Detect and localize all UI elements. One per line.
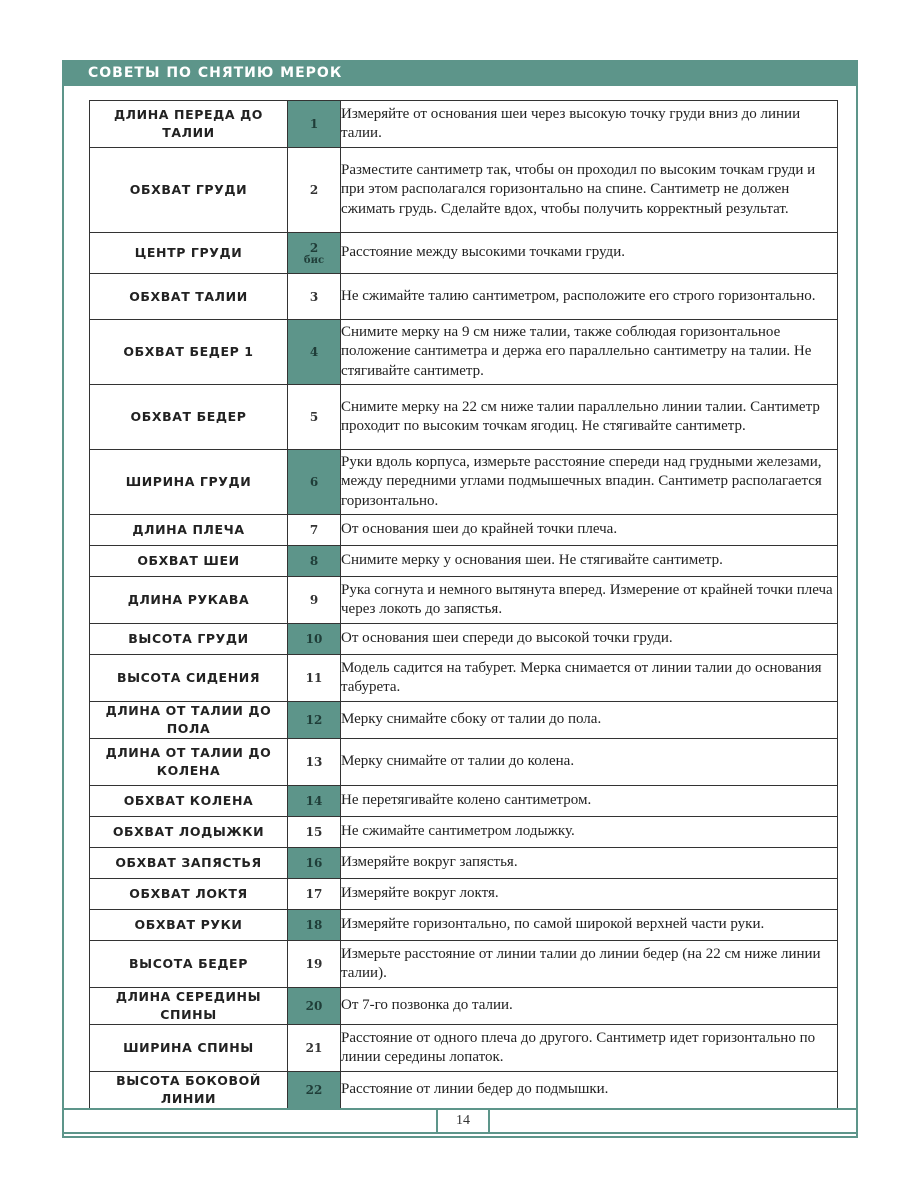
measurement-name: ОБХВАТ БЕДЕР 1 (90, 320, 288, 385)
table-row (90, 941, 838, 988)
measurement-name: ОБХВАТ ЗАПЯСТЬЯ (90, 848, 288, 879)
measurement-number-value: 11 (305, 671, 323, 685)
measurement-number-suffix: бис (303, 254, 325, 266)
table-row (90, 988, 838, 1025)
measurement-name: ДЛИНА ПЕРЕДА ДО ТАЛИИ (90, 101, 288, 148)
table-row (90, 848, 838, 879)
table-row (90, 624, 838, 655)
measurement-name: ОБХВАТ ГРУДИ (90, 148, 288, 233)
measurement-number (288, 233, 341, 274)
table-row (90, 320, 838, 385)
measurement-name: ШИРИНА ГРУДИ (90, 450, 288, 515)
measurement-number (288, 941, 341, 988)
table-row (90, 101, 838, 148)
measurement-description: От 7-го позвонка до талии. (341, 988, 838, 1025)
measurement-number (288, 624, 341, 655)
measurement-name: ОБХВАТ ШЕИ (90, 546, 288, 577)
measurement-number-value: 1 (309, 117, 319, 131)
measurement-description: Не сжимайте талию сантиметром, расположите его строго горизонтально. (341, 274, 838, 320)
measurement-description: Расстояние между высокими точками груди. (341, 233, 838, 274)
measurement-description: Расстояние от одного плеча до другого. Сантиметр идет горизонтально по линии середины лопаток. (341, 1025, 838, 1072)
measurement-number-value: 13 (305, 755, 323, 769)
measurement-number (288, 1072, 341, 1109)
measurement-name: ШИРИНА СПИНЫ (90, 1025, 288, 1072)
measurement-name: ВЫСОТА БОКОВОЙ ЛИНИИ (90, 1072, 288, 1109)
measurement-description: Рука согнута и немного вытянута вперед. Измерение от крайней точки плеча через локоть до запястья. (341, 577, 838, 624)
measurement-description: Снимите мерку на 22 см ниже талии параллельно линии талии. Сантиметр проходит по высоким точкам ягодиц. Не стягивайте сантиметр. (341, 385, 838, 450)
measurement-number (288, 879, 341, 910)
table-row (90, 450, 838, 515)
measurement-name: ДЛИНА ПЛЕЧА (90, 515, 288, 546)
table-row (90, 702, 838, 739)
measurement-description: Измеряйте вокруг запястья. (341, 848, 838, 879)
measurement-number-value: 14 (305, 794, 323, 808)
measurement-number (288, 786, 341, 817)
table-row (90, 546, 838, 577)
measurement-description: Разместите сантиметр так, чтобы он проходил по высоким точкам груди и при этом располагался горизонтально на спине. Сантиметр не должен сжимать грудь. Сделайте вдох, чтобы получить корректный результат. (341, 148, 838, 233)
table-row (90, 817, 838, 848)
measurement-name: ОБХВАТ БЕДЕР (90, 385, 288, 450)
measurement-number (288, 274, 341, 320)
measurement-name: ОБХВАТ КОЛЕНА (90, 786, 288, 817)
measurement-number-value: 5 (309, 410, 319, 424)
table-row (90, 910, 838, 941)
measurement-number (288, 320, 341, 385)
measurements-table (89, 100, 838, 1109)
measurement-number (288, 450, 341, 515)
measurement-number-value: 2 (309, 240, 319, 255)
measurement-number (288, 515, 341, 546)
measurement-description: Не перетягивайте колено сантиметром. (341, 786, 838, 817)
measurement-description: Измеряйте от основания шеи через высокую точку груди вниз до линии талии. (341, 101, 838, 148)
measurement-number-value: 17 (305, 887, 323, 901)
measurement-number (288, 702, 341, 739)
measurement-description: От основания шеи спереди до высокой точки груди. (341, 624, 838, 655)
measurement-description: Не сжимайте сантиметром лодыжку. (341, 817, 838, 848)
measurement-number-value: 3 (309, 289, 319, 304)
measurement-description: Мерку снимайте сбоку от талии до пола. (341, 702, 838, 739)
measurement-number (288, 988, 341, 1025)
measurement-number (288, 910, 341, 941)
measurement-number (288, 655, 341, 702)
measurement-name: ДЛИНА РУКАВА (90, 577, 288, 624)
table-row (90, 385, 838, 450)
measurement-description: Модель садится на табурет. Мерка снимается от линии талии до основания табурета. (341, 655, 838, 702)
measurement-number-value: 2 (309, 183, 319, 197)
measurement-number (288, 848, 341, 879)
measurement-number-value: 15 (305, 825, 323, 839)
table-row (90, 1025, 838, 1072)
measurement-name: ЦЕНТР ГРУДИ (90, 233, 288, 274)
measurement-description: Снимите мерку на 9 см ниже талии, также соблюдая горизонтальное положение сантиметра и держа его параллельно сантиметру на талии. Не стягивайте сантиметр. (341, 320, 838, 385)
measurement-number (288, 148, 341, 233)
measurement-description: Расстояние от линии бедер до подмышки. (341, 1072, 838, 1109)
measurement-number-value: 12 (305, 713, 323, 727)
measurement-number-value: 8 (309, 554, 319, 568)
measurement-name: ВЫСОТА БЕДЕР (90, 941, 288, 988)
measurement-name: ДЛИНА ОТ ТАЛИИ ДО ПОЛА (90, 702, 288, 739)
table-row (90, 515, 838, 546)
measurement-number-value: 4 (309, 345, 319, 359)
measurement-description: Мерку снимайте от талии до колена. (341, 739, 838, 786)
measurement-number (288, 577, 341, 624)
measurement-number (288, 1025, 341, 1072)
measurement-number-value: 9 (309, 593, 319, 607)
measurement-description: Снимите мерку у основания шеи. Не стягивайте сантиметр. (341, 546, 838, 577)
measurement-description: Руки вдоль корпуса, измерьте расстояние спереди над грудными железами, между передними углами подмышечных впадин. Сантиметр располагается горизонтально. (341, 450, 838, 515)
measurement-number (288, 739, 341, 786)
measurement-name: ДЛИНА СЕРЕДИНЫ СПИНЫ (90, 988, 288, 1025)
measurement-name: ОБХВАТ ТАЛИИ (90, 274, 288, 320)
measurement-number (288, 817, 341, 848)
table-row (90, 148, 838, 233)
measurement-description: Измерьте расстояние от линии талии до линии бедер (на 22 см ниже линии талии). (341, 941, 838, 988)
measurement-number-value: 18 (305, 918, 323, 932)
measurement-number-value: 21 (305, 1041, 323, 1055)
measurement-number (288, 101, 341, 148)
measurement-number-value: 19 (305, 957, 323, 971)
measurement-name: ДЛИНА ОТ ТАЛИИ ДО КОЛЕНА (90, 739, 288, 786)
measurement-name: ВЫСОТА ГРУДИ (90, 624, 288, 655)
measurement-description: Измеряйте вокруг локтя. (341, 879, 838, 910)
measurement-number-value: 22 (305, 1083, 323, 1097)
measurement-name: ОБХВАТ РУКИ (90, 910, 288, 941)
measurement-description: От основания шеи до крайней точки плеча. (341, 515, 838, 546)
measurement-number (288, 546, 341, 577)
measurement-number-value: 10 (305, 632, 323, 646)
measurement-name: ВЫСОТА СИДЕНИЯ (90, 655, 288, 702)
table-row (90, 786, 838, 817)
measurement-name: ОБХВАТ ЛОДЫЖКИ (90, 817, 288, 848)
measurement-number-value: 20 (305, 999, 323, 1013)
measurement-description: Измеряйте горизонтально, по самой широкой верхней части руки. (341, 910, 838, 941)
measurement-number-value: 7 (309, 523, 319, 537)
section-header: СОВЕТЫ ПО СНЯТИЮ МЕРОК (62, 60, 858, 86)
measurement-number-value: 6 (309, 475, 319, 489)
table-row (90, 577, 838, 624)
table-row (90, 879, 838, 910)
measurement-number-value: 16 (305, 856, 323, 870)
measurement-name: ОБХВАТ ЛОКТЯ (90, 879, 288, 910)
table-row (90, 274, 838, 320)
table-row (90, 739, 838, 786)
page-number: 14 (436, 1108, 490, 1134)
measurement-number (288, 385, 341, 450)
table-row (90, 655, 838, 702)
table-row (90, 233, 838, 274)
table-row (90, 1072, 838, 1109)
